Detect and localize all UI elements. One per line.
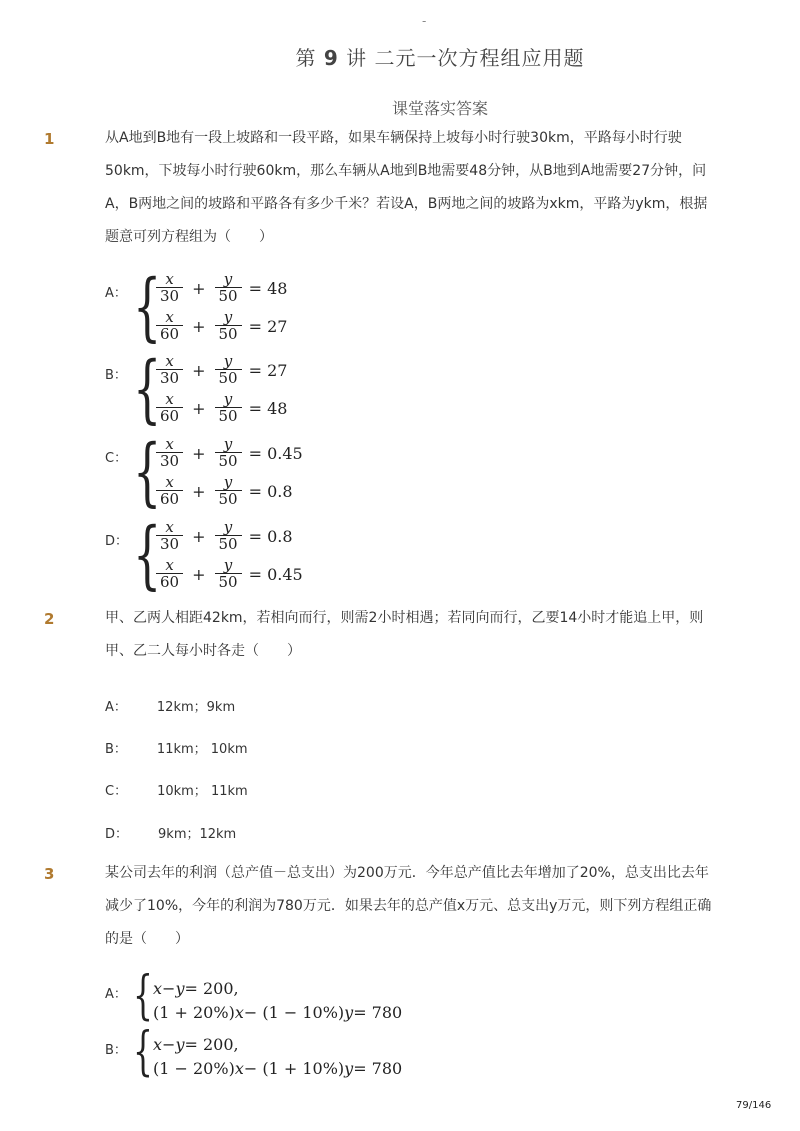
fraction: [215, 351, 242, 387]
denominator: 30: [156, 535, 183, 553]
question-line: 甲、乙二人每小时各走（ ）: [105, 643, 301, 659]
numerator: y: [223, 389, 233, 408]
denominator: 60: [156, 407, 183, 425]
equation-row: (1 − 20%) x − (1 + 10%) y = 780: [153, 1058, 403, 1078]
option-text: 10km； 11km: [157, 784, 248, 799]
option-label: A：: [105, 700, 127, 715]
denominator: 60: [156, 573, 183, 591]
equation-rhs: = 48: [248, 398, 288, 418]
brace: {: [133, 264, 162, 350]
option-label: B：: [105, 742, 127, 757]
numerator: x: [165, 351, 174, 370]
option-label[interactable]: D：: [105, 534, 129, 549]
numerator: y: [223, 555, 233, 574]
fraction: [156, 389, 183, 425]
fraction: [156, 434, 183, 470]
equation-row: [153, 390, 287, 426]
option-text: 11km； 10km: [156, 742, 248, 757]
equation-row: [153, 473, 293, 509]
plus-sign: +: [192, 316, 206, 336]
question-number: 1: [44, 130, 55, 148]
equation-row: [153, 352, 287, 388]
denominator: 30: [156, 452, 183, 470]
fraction: [215, 434, 242, 470]
denominator: 50: [215, 573, 242, 591]
numerator: x: [165, 269, 174, 288]
brace: {: [133, 512, 162, 598]
fraction: [156, 307, 183, 343]
page-number: 79/146: [736, 1100, 772, 1111]
plus-sign: +: [192, 526, 206, 546]
denominator: 60: [156, 325, 183, 343]
equation-row: [153, 435, 303, 471]
title-prefix: 第: [295, 46, 317, 70]
option-label[interactable]: C：: [105, 451, 128, 466]
numerator: x: [165, 434, 174, 453]
option-label: C：: [105, 784, 128, 799]
numerator: y: [223, 351, 233, 370]
denominator: 50: [215, 490, 242, 508]
question-line: 减少了10%，今年的利润为780万元．如果去年的总产值x万元、总支出y万元，则下列方程组正确: [105, 898, 712, 914]
plus-sign: +: [192, 360, 206, 380]
question-text: [105, 602, 717, 668]
fraction: [215, 555, 242, 591]
question-line: 的是（ ）: [105, 931, 189, 947]
equation-rhs: = 0.8: [248, 481, 293, 501]
option-text: 9km；12km: [158, 827, 237, 842]
equation-row: [153, 556, 303, 592]
question-number: 3: [44, 865, 55, 883]
fraction: [156, 555, 183, 591]
option-label[interactable]: B：: [105, 1043, 127, 1058]
fraction: [215, 389, 242, 425]
equation-rhs: = 0.45: [248, 443, 303, 463]
denominator: 30: [156, 369, 183, 387]
denominator: 50: [215, 369, 242, 387]
denominator: 50: [215, 407, 242, 425]
fraction: [215, 517, 242, 553]
plus-sign: +: [192, 564, 206, 584]
numerator: x: [165, 472, 174, 491]
equation-row: x − y = 200,: [153, 978, 239, 998]
numerator: x: [165, 555, 174, 574]
plus-sign: +: [192, 481, 206, 501]
question-line: 甲、乙两人相距42km，若相向而行，则需2小时相遇；若同向而行，乙要14小时才能追上甲，则: [105, 610, 704, 626]
denominator: 60: [156, 490, 183, 508]
fraction: [215, 269, 242, 305]
numerator: x: [165, 517, 174, 536]
plus-sign: +: [192, 443, 206, 463]
numerator: y: [223, 517, 233, 536]
equation-rhs: = 0.45: [248, 564, 303, 584]
fraction: [156, 351, 183, 387]
question-line: 某公司去年的利润（总产值－总支出）为200万元．今年总产值比去年增加了20%，总支出比去年: [105, 865, 709, 881]
option-a[interactable]: [105, 696, 235, 715]
question-text: [105, 857, 717, 956]
plus-sign: +: [192, 278, 206, 298]
brace: {: [133, 429, 162, 515]
question-text: [105, 122, 717, 254]
equation-row: [153, 308, 287, 344]
fraction: [215, 307, 242, 343]
question-line: 50km，下坡每小时行驶60km，那么车辆从A地到B地需要48分钟，从B地到A地需要27分钟，问: [105, 163, 707, 179]
title-number: 9: [323, 46, 339, 70]
question-line: A，B两地之间的坡路和平路各有多少千米？若设A，B两地之间的坡路为xkm，平路为ykm，根据: [105, 196, 708, 212]
denominator: 50: [215, 325, 242, 343]
equation-row: (1 + 20%) x − (1 − 10%) y = 780: [153, 1002, 403, 1022]
option-c[interactable]: [105, 780, 248, 799]
option-text: 12km；9km: [156, 700, 236, 715]
option-label[interactable]: B：: [105, 368, 127, 383]
equation-rhs: = 0.8: [248, 526, 293, 546]
option-d[interactable]: [105, 823, 236, 842]
fraction: [215, 472, 242, 508]
option-label[interactable]: A：: [105, 987, 127, 1002]
plus-sign: +: [192, 398, 206, 418]
equation-rhs: = 48: [248, 278, 288, 298]
numerator: x: [165, 307, 174, 326]
brace: {: [133, 966, 153, 1026]
numerator: y: [223, 472, 233, 491]
page-title: [0, 42, 800, 71]
fraction: [156, 269, 183, 305]
denominator: 50: [215, 287, 242, 305]
equation-row: [153, 518, 293, 554]
option-label[interactable]: A：: [105, 286, 127, 301]
title-suffix: 讲 二元一次方程组应用题: [346, 46, 585, 70]
equation-row: [153, 270, 287, 306]
option-label: D：: [105, 827, 129, 842]
equation-rhs: = 27: [248, 360, 288, 380]
numerator: y: [223, 269, 233, 288]
option-b[interactable]: [105, 738, 248, 757]
denominator: 50: [215, 452, 242, 470]
equation-rhs: = 27: [248, 316, 288, 336]
brace: {: [133, 346, 162, 432]
numerator: x: [165, 389, 174, 408]
brace: {: [133, 1022, 153, 1082]
fraction: [156, 517, 183, 553]
question-number: 2: [44, 610, 55, 628]
question-line: 题意可列方程组为（ ）: [105, 229, 273, 245]
fraction: [156, 472, 183, 508]
denominator: 30: [156, 287, 183, 305]
numerator: y: [223, 434, 233, 453]
header-mark: -: [422, 14, 427, 28]
denominator: 50: [215, 535, 242, 553]
numerator: y: [223, 307, 233, 326]
question-line: 从A地到B地有一段上坡路和一段平路，如果车辆保持上坡每小时行驶30km，平路每小时行驶: [105, 130, 682, 146]
section-subtitle: 课堂落实答案: [391, 99, 488, 118]
equation-row: x − y = 200,: [153, 1034, 239, 1054]
